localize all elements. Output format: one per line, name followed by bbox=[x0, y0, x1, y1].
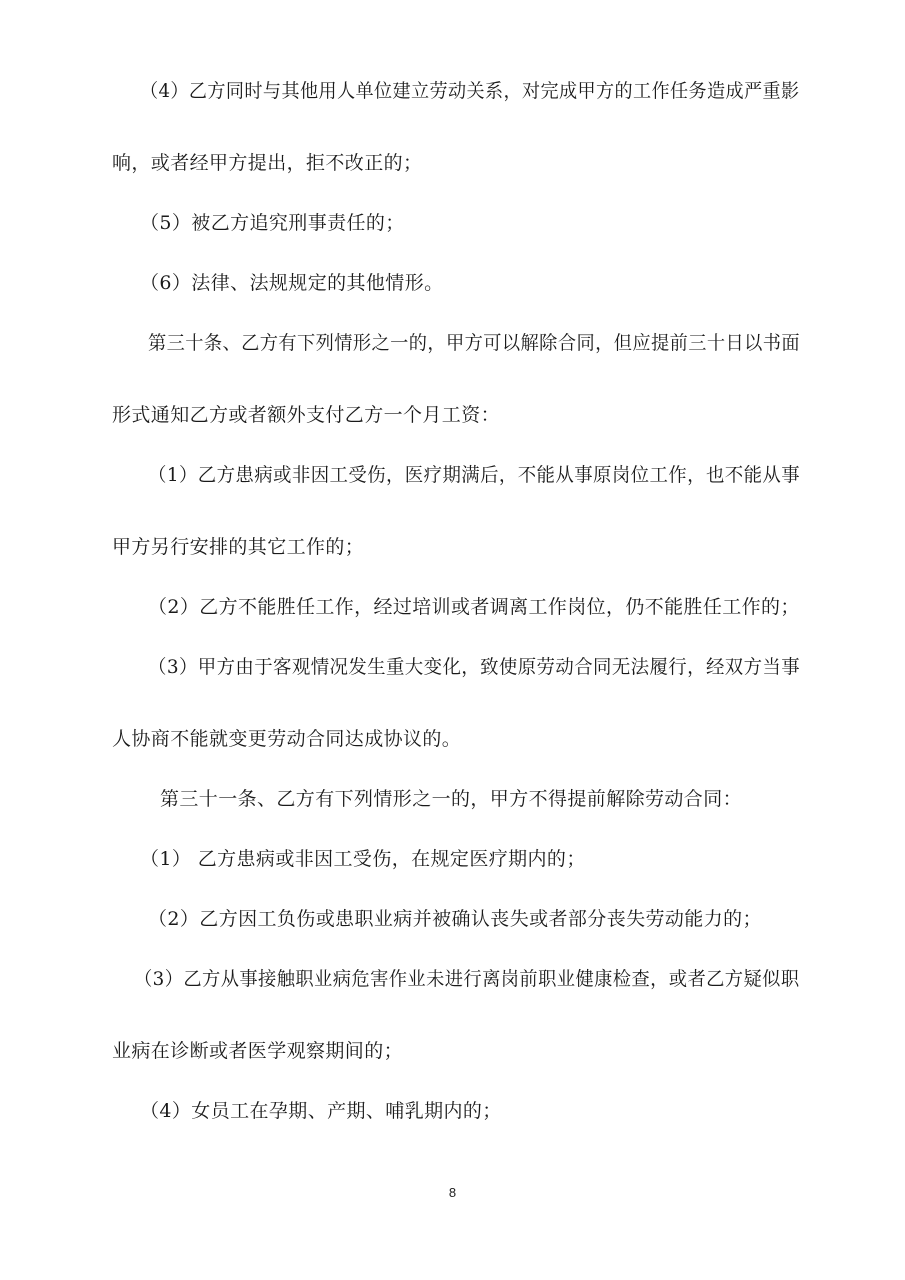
paragraph-line: （3）甲方由于客观情况发生重大变化，致使原劳动合同无法履行，经双方当事 bbox=[148, 656, 801, 678]
paragraph-line: （2）乙方因工负伤或患职业病并被确认丧失或者部分丧失劳动能力的； bbox=[148, 908, 762, 930]
paragraph-line: （1） 乙方患病或非因工受伤，在规定医疗期内的； bbox=[140, 848, 586, 870]
paragraph-line: （5）被乙方追究刑事责任的； bbox=[140, 212, 405, 234]
paragraph-line: （4）女员工在孕期、产期、哺乳期内的； bbox=[140, 1100, 502, 1122]
paragraph-line: （2）乙方不能胜任工作，经过培训或者调离工作岗位，仍不能胜任工作的； bbox=[148, 596, 800, 618]
paragraph-line: 业病在诊断或者医学观察期间的； bbox=[112, 1040, 404, 1062]
paragraph-line: 响，或者经甲方提出，拒不改正的； bbox=[112, 152, 423, 174]
paragraph-line: （3）乙方从事接触职业病危害作业未进行离岗前职业健康检查，或者乙方疑似职 bbox=[134, 968, 800, 990]
paragraph-line: （6）法律、法规规定的其他情形。 bbox=[140, 272, 444, 294]
paragraph-line: 形式通知乙方或者额外支付乙方一个月工资： bbox=[112, 404, 501, 426]
paragraph-line: （1）乙方患病或非因工受伤，医疗期满后，不能从事原岗位工作，也不能从事 bbox=[148, 464, 801, 486]
paragraph-line: （4）乙方同时与其他用人单位建立劳动关系，对完成甲方的工作任务造成严重影 bbox=[140, 80, 800, 102]
page-number: 8 bbox=[448, 1185, 457, 1200]
paragraph-line: 人协商不能就变更劳动合同达成协议的。 bbox=[112, 728, 462, 750]
paragraph-line: 第三十一条、乙方有下列情形之一的，甲方不得提前解除劳动合同： bbox=[160, 788, 743, 810]
paragraph-line: 第三十条、乙方有下列情形之一的，甲方可以解除合同，但应提前三十日以书面 bbox=[148, 332, 800, 354]
paragraph-line: 甲方另行安排的其它工作的； bbox=[112, 536, 365, 558]
